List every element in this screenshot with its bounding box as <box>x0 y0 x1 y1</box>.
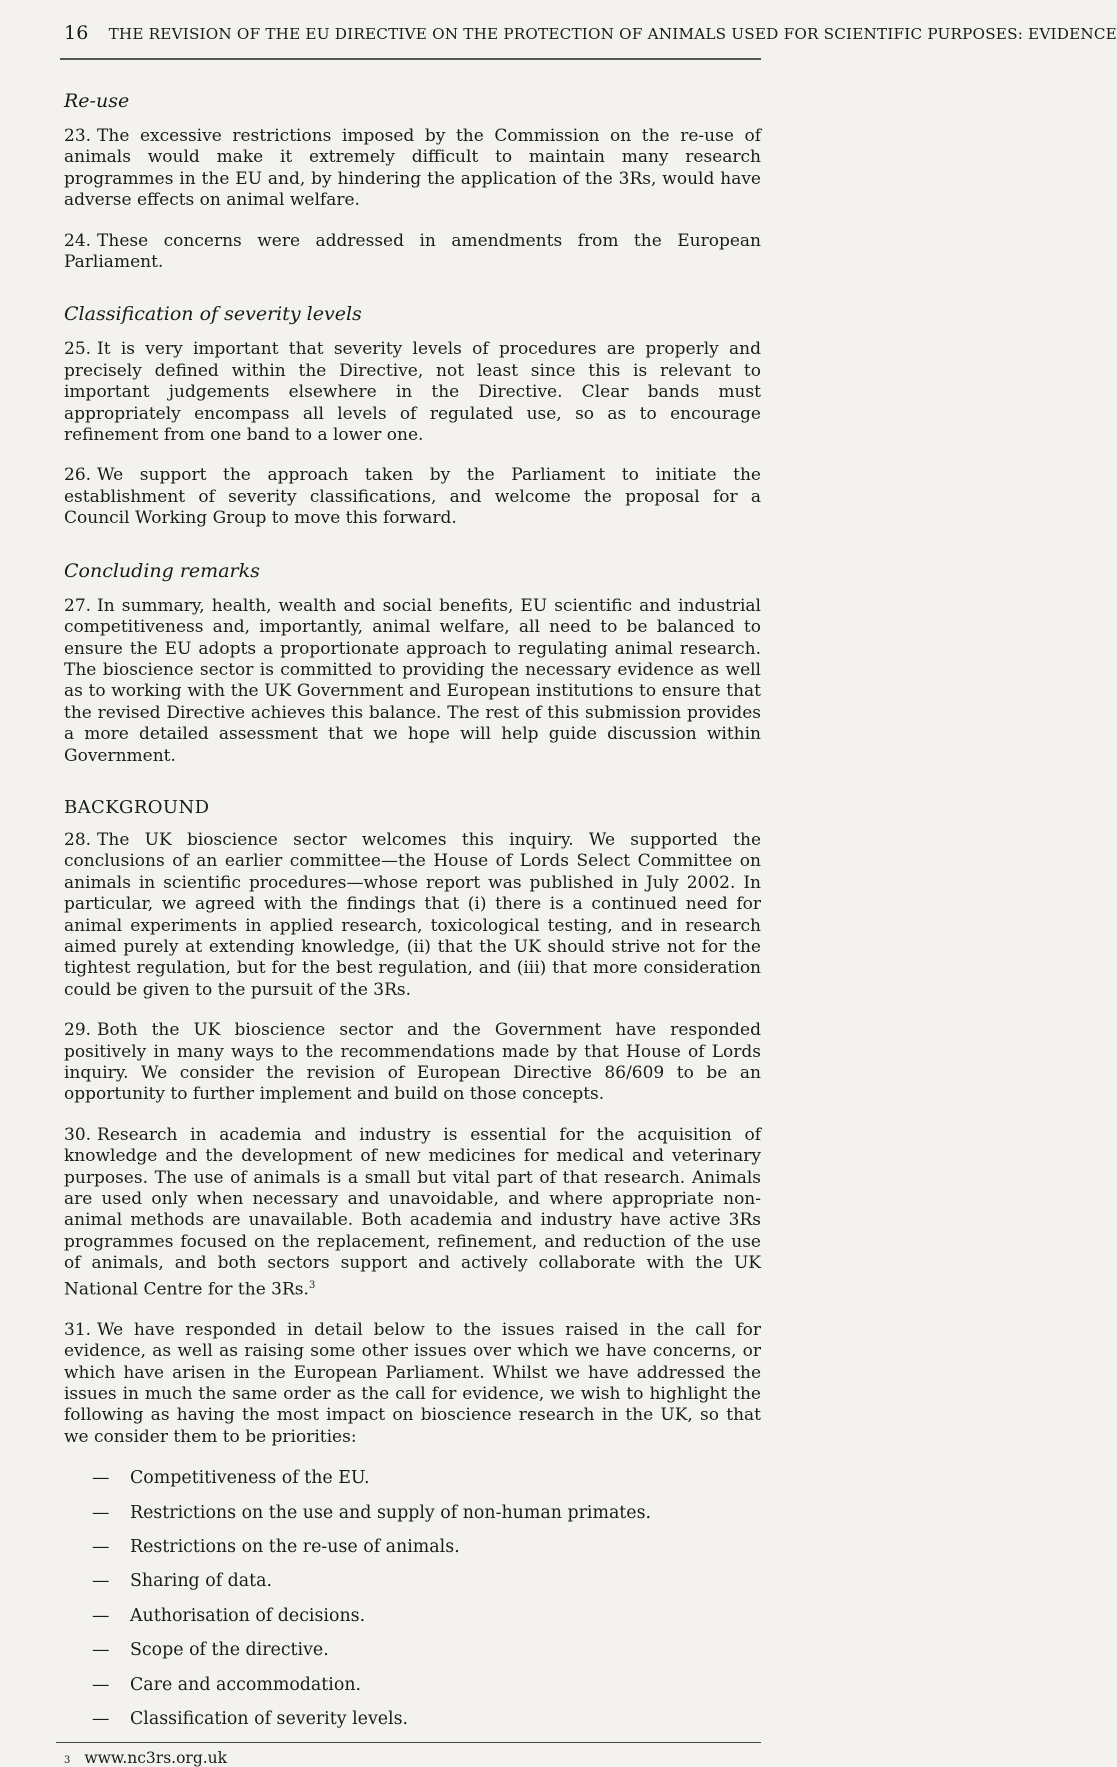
paragraph-27 <box>64 596 761 767</box>
priority-item <box>92 1502 761 1524</box>
paragraph-number: 23. <box>64 126 92 146</box>
footnote-rule <box>56 1742 761 1743</box>
priority-item <box>92 1708 761 1730</box>
priority-item <box>92 1674 761 1696</box>
paragraph-number: 30. <box>64 1124 92 1145</box>
paragraph-number: 26. <box>64 465 92 486</box>
heading-background: BACKGROUND <box>64 796 210 818</box>
paragraph-number: 25. <box>64 339 92 360</box>
dash-marker: — <box>92 1468 110 1489</box>
page-number: 16 <box>64 22 89 44</box>
paragraph-number: 29. <box>64 1020 92 1041</box>
dash-marker: — <box>92 1536 110 1557</box>
paragraph-number: 24. <box>64 230 92 251</box>
paragraph-text: The excessive restrictions imposed by the Commission on the re-use of animals would make it extremely difficult to maintain many research programmes in the EU and, by hindering the application of the 3Rs, would have adverse effects on animal welfare. <box>64 126 761 211</box>
paragraph-text: Research in academia and industry is essential for the acquisition of knowledge and the development of new medicines for medical and veterinary purposes. The use of animals is a small but vital part of that research. Animals are used only when necessary and unavoidable, and where appropriate non-animal methods are unavailable. Both academia and industry have active 3Rs programmes focused on the replacement, refinement, and reduction of the use of animals, and both sectors support and actively collaborate with the UK National Centre for the 3Rs. <box>64 1124 761 1300</box>
priority-text: Classification of severity levels. <box>130 1708 409 1729</box>
paragraph-text: We have responded in detail below to the issues raised in the call for evidence, as well as raising some other issues over which we have concerns, or which have arisen in the European Parliament. Whilst we have addressed the issues in much the same order as the call for evidence, we wish to highlight the following as having the most impact on bioscience research in the UK, so that we consider them to be priorities: <box>64 1319 761 1447</box>
paragraph-23 <box>64 126 761 212</box>
priority-text: Authorisation of decisions. <box>130 1605 366 1626</box>
dash-marker: — <box>92 1605 110 1626</box>
paragraph-text: It is very important that severity levels of procedures are properly and precisely defined within the Directive, not least since this is relevant to important judgements elsewhere in the Directive. Clear bands must appropriately encompass all levels of regulated use, so as to encourage refinement from one band to a lower one. <box>64 339 761 446</box>
priority-text: Restrictions on the use and supply of non-human primates. <box>130 1502 652 1523</box>
paragraph-30 <box>64 1125 761 1301</box>
priorities-list <box>64 1467 761 1730</box>
paragraph-text: Both the UK bioscience sector and the Government have responded positively in many ways to the recommendations made by that House of Lords inquiry. We consider the revision of European Directive 86/609 to be an opportunity to further implement and build on those concepts. <box>64 1020 761 1105</box>
paragraph-29 <box>64 1020 761 1106</box>
footnote <box>64 1749 761 1767</box>
paragraph-number: 31. <box>64 1319 92 1340</box>
dash-marker: — <box>92 1708 110 1729</box>
priority-item <box>92 1570 761 1592</box>
paragraph-number: 27. <box>64 595 92 616</box>
dash-marker: — <box>92 1640 110 1661</box>
heading-concluding: Concluding remarks <box>64 559 260 582</box>
paragraph-24 <box>64 231 761 274</box>
priority-text: Restrictions on the re-use of animals. <box>130 1536 460 1557</box>
priority-item <box>92 1605 761 1627</box>
header-rule <box>60 58 761 60</box>
paragraph-28 <box>64 830 761 1001</box>
paragraph-31 <box>64 1320 761 1448</box>
footnote-link[interactable]: www.nc3rs.org.uk <box>84 1749 228 1767</box>
paragraph-text: The UK bioscience sector welcomes this inquiry. We supported the conclusions of an earlier committee—the House of Lords Select Committee on animals in scientific procedures—whose report was published in July 2002. In particular, we agreed with the findings that (i) there is a continued need for animal experiments in applied research, toxicological testing, and in research aimed purely at extending knowledge, (ii) that the UK should strive not for the tightest regulation, but for the best regulation, and (iii) that more consideration could be given to the pursuit of the 3Rs. <box>64 829 761 1000</box>
priority-item <box>92 1639 761 1661</box>
priority-text: Scope of the directive. <box>130 1640 329 1661</box>
priority-item <box>92 1536 761 1558</box>
paragraph-25 <box>64 339 761 446</box>
heading-severity: Classification of severity levels <box>64 303 362 326</box>
paragraph-text: These concerns were addressed in amendments from the European Parliament. <box>64 230 761 273</box>
dash-marker: — <box>92 1571 110 1592</box>
running-head <box>64 22 1117 44</box>
paragraph-text: We support the approach taken by the Parliament to initiate the establishment of severity classifications, and welcome the proposal for a Council Working Group to move this forward. <box>64 465 761 529</box>
running-title: THE REVISION OF THE EU DIRECTIVE ON THE PROTECTION OF ANIMALS USED FOR SCIENTIFIC PURPOSES: EVIDENCE <box>108 25 1117 43</box>
paragraph-number: 28. <box>64 829 92 850</box>
priority-text: Sharing of data. <box>130 1571 273 1592</box>
dash-marker: — <box>92 1674 110 1695</box>
paragraph-26 <box>64 465 761 529</box>
priority-text: Care and accommodation. <box>130 1674 362 1695</box>
priority-text: Competitiveness of the EU. <box>130 1468 370 1489</box>
dash-marker: — <box>92 1502 110 1523</box>
paragraph-text: In summary, health, wealth and social benefits, EU scientific and industrial competitiveness and, importantly, animal welfare, all need to be balanced to ensure the EU adopts a proportionate approach to regulating animal research. The bioscience sector is committed to providing the necessary evidence as well as to working with the UK Government and European institutions to ensure that the revised Directive achieves this balance. The rest of this submission provides a more detailed assessment that we hope will help guide discussion within Government. <box>64 595 761 766</box>
footnote-mark: 3 <box>64 1755 71 1767</box>
footnote-reference[interactable]: 3 <box>308 1279 316 1291</box>
priority-item <box>92 1467 761 1489</box>
heading-re-use: Re-use <box>64 90 130 112</box>
